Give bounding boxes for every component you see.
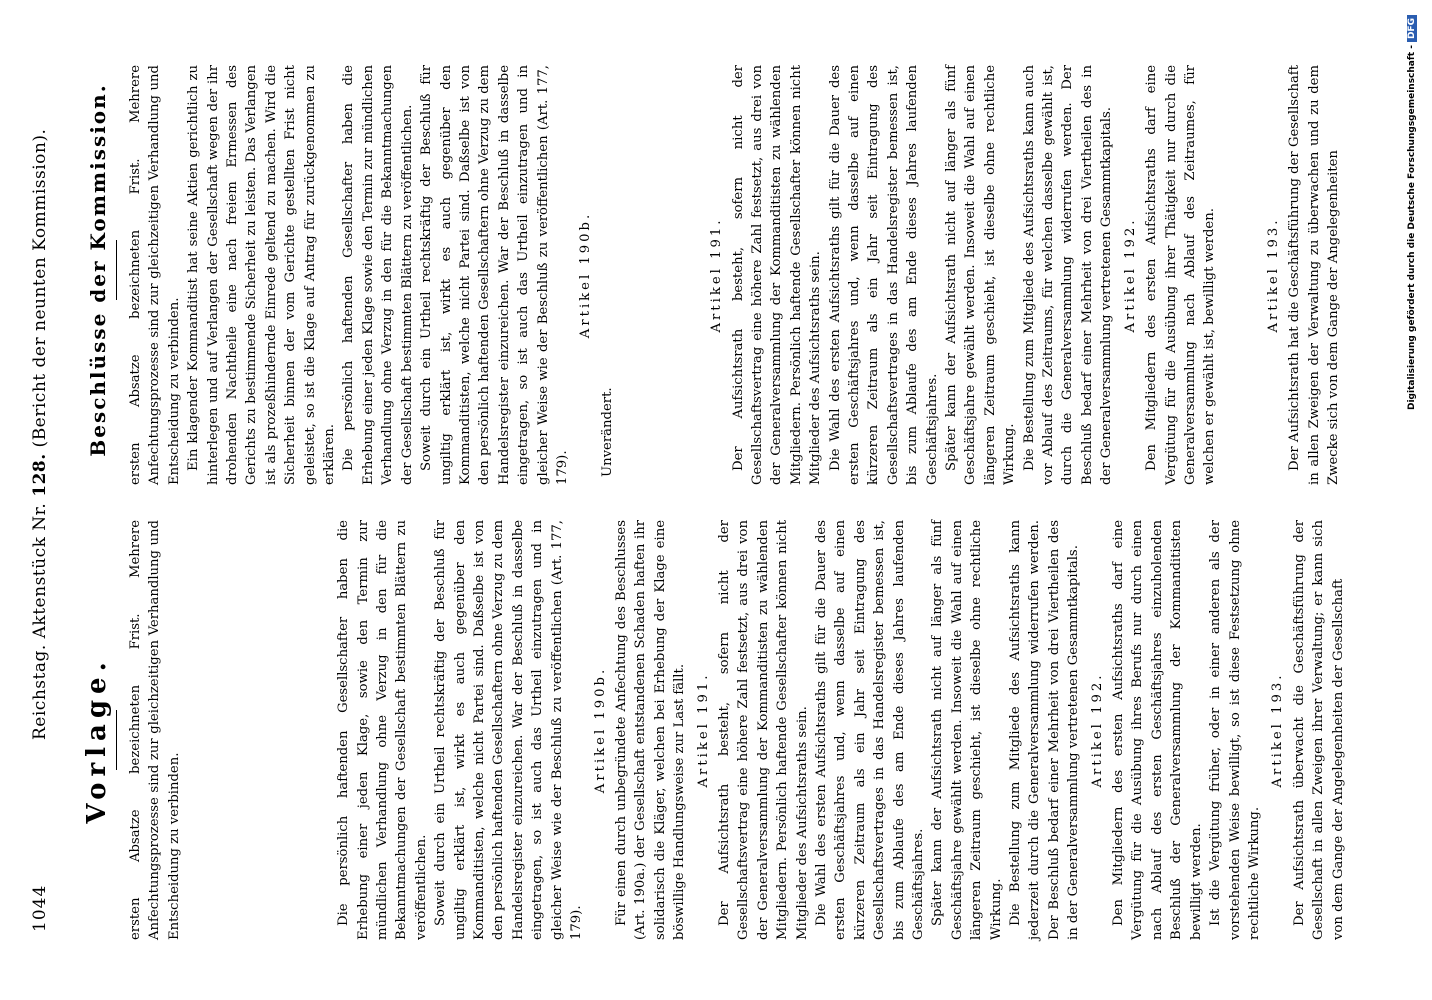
running-head <box>30 129 50 740</box>
left-article-heading: Artikel 191. <box>695 672 711 788</box>
credit-text: Digitalisierung gefördert durch die Deutsche Forschungsgemeinschaft - <box>1407 45 1417 410</box>
right-paragraph: Die Wahl des ersten Aufsichtsraths gilt für die Dauer des ersten Geschäftsjahres und, wenn dasselbe auf einen kürzeren Zeitraum als ein Jahr seit Eintragung des Gesellschaftsvertrages in das Handelsregister bemessen ist, bis zum Ablaufe des am Ende dieses Jahres laufenden Geschäftsjahres. <box>827 65 940 485</box>
left-paragraph: Die persönlich haftenden Gesellschafter haben die Erhebung einer jeden Klage, sowie den Termin zur mündlichen Verhandlung ohne Verzug in den für die Bekanntmachungen der Gesellschaft bestimmten Blättern zu veröffentlichen. <box>336 520 429 940</box>
digitization-credit <box>1407 15 1417 410</box>
running-head-prefix: Reichstag. Aktenstück Nr. <box>30 502 50 740</box>
page-header <box>0 0 60 1000</box>
left-paragraph: Die Bestellung zum Mitgliede des Aufsichtsraths kann jederzeit durch die Generalversammlung widerrufen werden. Der Beschluß bedarf einer Mehrheit von drei Viertheilen des in der Generalversammlung vertretenen Gesammtkapitals. <box>1008 520 1082 940</box>
left-column <box>126 520 1348 940</box>
left-paragraph: Soweit durch ein Urtheil rechtskräftig der Beschluß für ungiltig erklärt ist, wirkt es auch gegenüber den Kommanditisten, welche nicht Partei sind. Daßselbe ist von den persönlich haftenden Gesellschaftern ohne Verzug zu dem Handelsregister einzureichen. War der Beschluß in dasselbe eingetragen, so ist auch das Urtheil einzutragen und in gleicher Weise wie der Beschluß zu veröffentlichen (Art. 177, 179). <box>433 520 585 940</box>
right-paragraph: Soweit durch ein Urtheil rechtskräftig der Beschluß für ungiltig erklärt ist, wirkt es auch gegenüber den Kommanditisten, welche nicht Partei sind. Daßselbe ist von den persönlich haftenden Gesellschaftern ohne Verzug zu dem Handelsregister einzureichen. War der Beschluß in dasselbe eingetragen, so ist auch das Urtheil einzutragen und in gleicher Weise wie der Beschluß zu veröffentlichen (Art. 177, 179). <box>419 65 570 485</box>
right-article-heading: Artikel 192. <box>1122 217 1138 333</box>
right-paragraph: Ein klagender Kommanditist hat seine Aktien gerichtlich zu hinterlegen und auf Verlangen der Gesellschaft wegen der ihr drohenden Nachtheile eine nach freiem Ermessen des Gerichts zu bestimmende Sicherheit zu leisten. Das Verlangen ist als prozeßhindernde Einrede geltend zu machen. Wird die Sicherheit binnen der vom Gerichte gestellten Frist nicht geleistet, so ist die Klage auf Antrag für zurückgenommen zu erklären. <box>186 65 338 485</box>
right-paragraph: Die persönlich haftenden Gesellschafter haben die Erhebung einer jeden Klage sowie den Termin zur mündlichen Verhandlung ohne Verzug in den für die Bekanntmachungen der Gesellschaft bestimmten Blättern zu veröffentlichen. <box>341 65 415 485</box>
running-head-suffix: (Bericht der neunten Kommission). <box>30 128 50 448</box>
left-article-heading: Artikel 192. <box>1089 672 1105 788</box>
right-paragraph: Unverändert. <box>599 387 615 477</box>
right-paragraph: Der Aufsichtsrath hat die Geschäftsführung der Gesellschaft in allen Zweigen der Verwaltung zu überwachen und zu dem Zwecke sich von dem Gange der Angelegenheiten <box>1287 65 1341 485</box>
right-article-heading: Artikel 191. <box>709 217 725 333</box>
right-paragraph: Den Mitgliedern des ersten Aufsichtsraths darf eine Vergütung für die Ausübung ihrer Thätigkeit nur durch die Generalversammlung nach Ablauf des Zeitraumes, für welchen er gewählt ist, bewilligt werden. <box>1144 65 1218 485</box>
page-number: 1044 <box>30 884 50 932</box>
left-paragraph: Die Wahl des ersten Aufsichtsraths gilt für die Dauer des ersten Geschäftsjahres und, wenn dasselbe auf einen kürzeren Zeitraum als ein Jahr seit Eintragung des Gesellschaftsvertrages in das Handelsregister bemessen ist, bis zum Ablaufe des am Ende dieses Jahres laufenden Geschäftsjahres. <box>813 520 926 940</box>
left-column-heading: Vorlage. <box>82 656 112 824</box>
right-paragraph: Später kann der Aufsichtsrath nicht auf länger als fünf Geschäftsjahre gewählt werden. Insoweit die Wahl auf einen längeren Zeitraum geschieht, ist dieselbe ohne rechtliche Wirkung. <box>944 65 1018 485</box>
left-article-heading: Artikel 193. <box>1270 672 1286 788</box>
right-article-heading: Artikel 190b. <box>578 211 594 339</box>
right-column <box>126 65 1343 485</box>
right-paragraph: ersten Absatze bezeichneten Frist. Mehrere Anfechtungsprozesse sind zur gleichzeitigen Verhandlung und Entscheidung zu verbinden. <box>128 65 182 485</box>
left-paragraph: ersten Absatze bezeichneten Frist. Mehrere Anfechtungsprozesse sind zur gleichzeitigen Verhandlung und Entscheidung zu verbinden. <box>128 520 182 940</box>
left-paragraph: Für einen durch unbegründete Anfechtung des Beschlusses (Art. 190a.) der Gesellschaft entstandenen Schaden haften ihr solidarisch die Kläger, welchen bei Erhebung der Klage eine böswillige Handlungsweise zur Last fällt. <box>613 520 688 940</box>
right-paragraph: Die Bestellung zum Mitgliede des Aufsichtsraths kann auch vor Ablauf des Zeitraums, für welchen dasselbe gewählt ist, durch die Generalversammlung widerrufen werden. Der Beschluß bedarf einer Mehrheit von drei Viertheilen des in der Generalversammlung vertretenen Gesammtkapitals. <box>1021 65 1115 485</box>
left-paragraph: Später kann der Aufsichtsrath nicht auf länger als fünf Geschäftsjahre gewählt werden. Insoweit die Wahl auf einen längeren Zeitraum geschieht, ist dieselbe ohne rechtliche Wirkung. <box>930 520 1004 940</box>
right-column-heading: Beschlüsse der Kommission. <box>86 83 110 457</box>
right-article-heading: Artikel 193. <box>1265 217 1281 333</box>
running-head-number: 128. <box>30 453 50 497</box>
left-paragraph: Den Mitgliedern des ersten Aufsichtsraths darf eine Vergütung für die Ausübung ihres Berufs nur durch einen nach Ablauf des ersten Geschäftsjahres einzuholenden Beschluß der Generalversammlung der Kommanditisten bewilligt werden. <box>1111 520 1204 940</box>
left-paragraph: Ist die Vergütung früher, oder in einer anderen als der vorstehenden Weise bewilligt, so ist diese Festsetzung ohne rechtliche Wirkung. <box>1208 520 1262 940</box>
dfg-logo: DFG <box>1407 15 1417 42</box>
right-paragraph: Der Aufsichtsrath besteht, sofern nicht der Gesellschaftsvertrag eine höhere Zahl festsetzt, aus drei von der Generalversammlung der Kommanditisten zu wählenden Mitgliedern. Persönlich haftende Gesellschafter können nicht Mitglieder des Aufsichtsraths sein. <box>730 65 824 485</box>
left-paragraph: Der Aufsichtsrath besteht, sofern nicht der Gesellschaftsvertrag eine höhere Zahl festsetzt, aus drei von der Generalversammlung der Kommanditisten zu wählenden Mitgliedern. Persönlich haftende Gesellschafter können nicht Mitglieder des Aufsichtsraths sein. <box>716 520 810 940</box>
left-article-heading: Artikel 190b. <box>592 666 608 794</box>
left-paragraph: Der Aufsichtsrath überwacht die Geschäftsführung der Gesellschaft in allen Zweigen ihrer Verwaltung; er kann sich von dem Gange der Angelegenheiten der Gesellschaft <box>1291 520 1346 940</box>
right-heading-rule <box>116 240 117 300</box>
left-heading-rule <box>116 710 117 770</box>
